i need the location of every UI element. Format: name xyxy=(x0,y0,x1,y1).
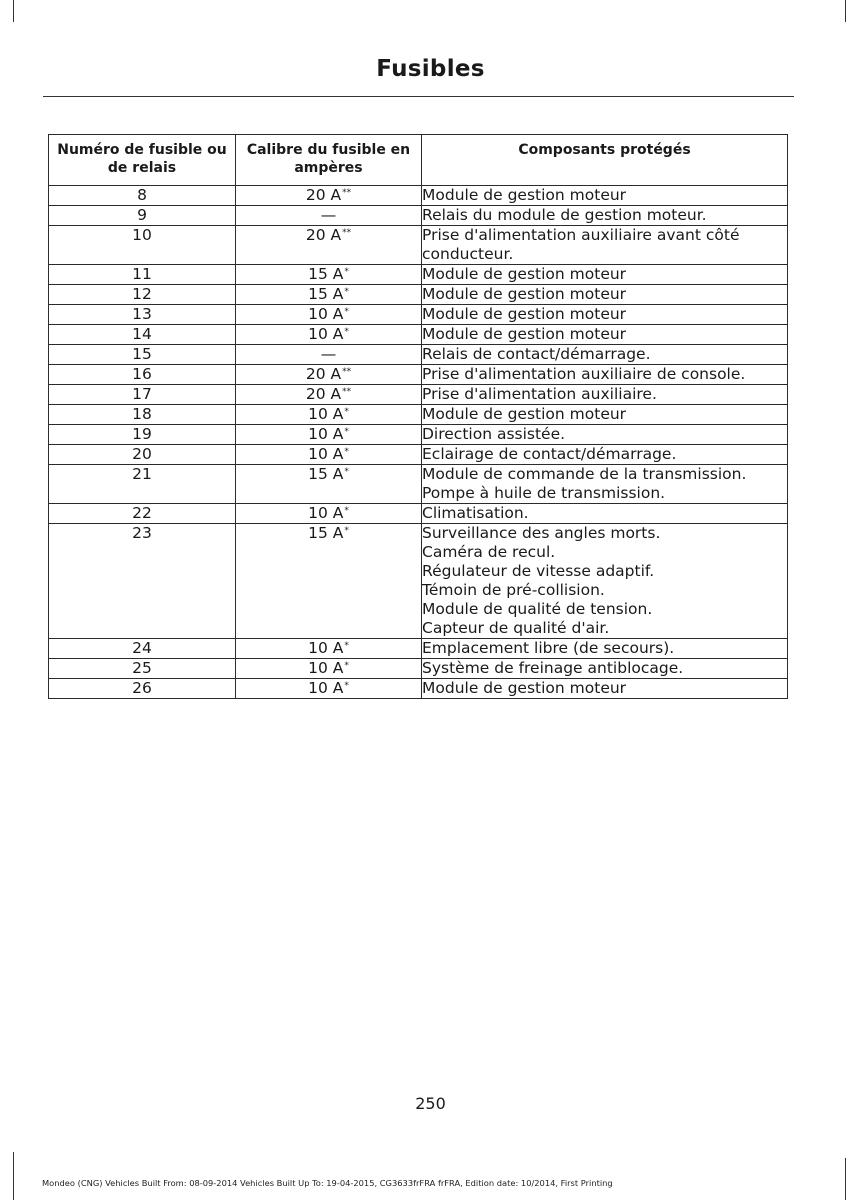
fuse-number-cell: 16 xyxy=(49,365,236,385)
component-line: Climatisation. xyxy=(422,504,529,522)
table-row xyxy=(49,405,788,425)
protected-components-cell xyxy=(422,265,788,285)
fuse-rating-value: 15 A xyxy=(308,465,344,483)
component-line: Régulateur de vitesse adaptif. xyxy=(422,562,655,580)
component-line: Système de freinage antiblocage. xyxy=(422,659,684,677)
component-line: Caméra de recul. xyxy=(422,543,556,561)
fuse-rating-value: 20 A xyxy=(305,365,342,383)
protected-components-cell xyxy=(422,639,788,659)
component-line: Module de gestion moteur xyxy=(422,405,627,423)
component-line: Module de gestion moteur xyxy=(422,325,627,343)
component-line: Pompe à huile de transmission. xyxy=(422,484,666,502)
table-row xyxy=(49,425,788,445)
table-row xyxy=(49,285,788,305)
footnote-mark: * xyxy=(344,307,349,317)
fuse-rating-cell xyxy=(236,385,422,405)
header-fuse-number: Numéro de fusible ou de relais xyxy=(49,135,236,186)
table-row xyxy=(49,524,788,639)
protected-components-cell xyxy=(422,365,788,385)
component-line: Relais du module de gestion moteur. xyxy=(422,206,707,224)
fuse-number-cell: 17 xyxy=(49,385,236,405)
fuse-number-cell: 10 xyxy=(49,226,236,265)
crop-mark-top-right xyxy=(845,0,846,22)
fuse-rating-cell xyxy=(236,285,422,305)
footer-edition-info: Mondeo (CNG) Vehicles Built From: 08-09-2014 Vehicles Built Up To: 19-04-2015, CG3633frFRA frFRA, Edition date: 10/2014, First Printing xyxy=(42,1178,613,1188)
fuse-rating-value: 10 A xyxy=(308,639,344,657)
footnote-mark: ** xyxy=(342,387,352,397)
protected-components-cell xyxy=(422,285,788,305)
fuse-rating-value: 20 A xyxy=(305,186,342,204)
protected-components-cell xyxy=(422,425,788,445)
table-row xyxy=(49,659,788,679)
table-row xyxy=(49,465,788,504)
fuse-rating-value: 10 A xyxy=(308,325,344,343)
fuse-rating-cell xyxy=(236,365,422,385)
fuse-number-cell: 18 xyxy=(49,405,236,425)
footnote-mark: * xyxy=(344,427,349,437)
protected-components-cell xyxy=(422,325,788,345)
component-line: Surveillance des angles morts. xyxy=(422,524,661,542)
footnote-mark: * xyxy=(344,506,349,516)
protected-components-cell xyxy=(422,206,788,226)
footnote-mark: * xyxy=(344,661,349,671)
fuse-number-cell: 23 xyxy=(49,524,236,639)
table-row xyxy=(49,206,788,226)
component-line: Module de gestion moteur xyxy=(422,285,627,303)
fuse-number-cell: 19 xyxy=(49,425,236,445)
table-row xyxy=(49,305,788,325)
component-line: Module de gestion moteur xyxy=(422,186,627,204)
header-protected-components: Composants protégés xyxy=(422,135,788,186)
fuse-table-body xyxy=(49,186,788,699)
table-row xyxy=(49,504,788,524)
fuse-rating-cell xyxy=(236,445,422,465)
table-row xyxy=(49,226,788,265)
fuse-rating-value: 15 A xyxy=(308,524,344,542)
fuse-rating-value: 10 A xyxy=(308,405,344,423)
fuse-number-cell: 22 xyxy=(49,504,236,524)
protected-components-cell xyxy=(422,226,788,265)
fuse-number-cell: 24 xyxy=(49,639,236,659)
crop-mark-bottom-right xyxy=(845,1158,846,1200)
footnote-mark: * xyxy=(344,641,349,651)
fuse-rating-cell xyxy=(236,265,422,285)
footnote-mark: * xyxy=(344,327,349,337)
fuse-number-cell: 14 xyxy=(49,325,236,345)
component-line: Module de qualité de tension. xyxy=(422,600,653,618)
protected-components-cell xyxy=(422,385,788,405)
component-line: Module de gestion moteur xyxy=(422,265,627,283)
component-line: Relais de contact/démarrage. xyxy=(422,345,651,363)
fuse-rating-value: 10 A xyxy=(308,445,344,463)
protected-components-cell xyxy=(422,305,788,325)
fuse-rating-value: — xyxy=(320,345,337,363)
fuse-number-cell: 15 xyxy=(49,345,236,365)
fuse-number-cell: 8 xyxy=(49,186,236,206)
table-header-row xyxy=(49,135,788,186)
fuse-number-cell: 25 xyxy=(49,659,236,679)
header-fuse-rating: Calibre du fusible en ampères xyxy=(236,135,422,186)
table-row xyxy=(49,325,788,345)
protected-components-cell xyxy=(422,659,788,679)
fuse-number-cell: 12 xyxy=(49,285,236,305)
component-line: Prise d'alimentation auxiliaire de console. xyxy=(422,365,746,383)
table-row xyxy=(49,385,788,405)
fuse-rating-value: 20 A xyxy=(305,226,342,244)
fuse-rating-value: 10 A xyxy=(308,504,344,522)
fuse-number-cell: 13 xyxy=(49,305,236,325)
fuse-rating-cell xyxy=(236,524,422,639)
fuse-rating-cell xyxy=(236,206,422,226)
fuse-rating-cell xyxy=(236,345,422,365)
title-rule xyxy=(43,96,794,97)
table-row xyxy=(49,679,788,699)
footnote-mark: ** xyxy=(342,367,352,377)
component-line: Module de gestion moteur xyxy=(422,679,627,697)
fuse-rating-value: 10 A xyxy=(308,679,344,697)
fuse-rating-cell xyxy=(236,504,422,524)
protected-components-cell xyxy=(422,679,788,699)
protected-components-cell xyxy=(422,186,788,206)
fuse-rating-cell xyxy=(236,186,422,206)
footnote-mark: ** xyxy=(342,228,352,238)
component-line: Témoin de pré-collision. xyxy=(422,581,605,599)
fuse-rating-cell xyxy=(236,425,422,445)
protected-components-cell xyxy=(422,445,788,465)
table-row xyxy=(49,445,788,465)
fuse-rating-value: — xyxy=(320,206,337,224)
footnote-mark: * xyxy=(344,287,349,297)
fuse-rating-value: 10 A xyxy=(308,425,344,443)
footnote-mark: * xyxy=(344,467,349,477)
fuse-rating-cell xyxy=(236,465,422,504)
fuse-rating-value: 10 A xyxy=(308,305,344,323)
component-line: Module de gestion moteur xyxy=(422,305,627,323)
fuse-number-cell: 9 xyxy=(49,206,236,226)
component-line: Capteur de qualité d'air. xyxy=(422,619,610,637)
protected-components-cell xyxy=(422,524,788,639)
component-line: Emplacement libre (de secours). xyxy=(422,639,675,657)
fuse-rating-value: 15 A xyxy=(308,285,344,303)
footnote-mark: * xyxy=(344,267,349,277)
footnote-mark: ** xyxy=(342,188,352,198)
component-line: Prise d'alimentation auxiliaire. xyxy=(422,385,657,403)
fuse-table xyxy=(48,134,788,699)
table-row xyxy=(49,186,788,206)
fuse-rating-value: 20 A xyxy=(305,385,342,403)
protected-components-cell xyxy=(422,465,788,504)
fuse-rating-value: 10 A xyxy=(308,659,344,677)
fuse-rating-cell xyxy=(236,325,422,345)
component-line: Eclairage de contact/démarrage. xyxy=(422,445,677,463)
footnote-mark: * xyxy=(344,407,349,417)
fuse-rating-cell xyxy=(236,659,422,679)
fuse-number-cell: 21 xyxy=(49,465,236,504)
footnote-mark: * xyxy=(344,447,349,457)
component-line: Module de commande de la transmission. xyxy=(422,465,747,483)
protected-components-cell xyxy=(422,345,788,365)
page-number: 250 xyxy=(415,1094,446,1113)
fuse-rating-cell xyxy=(236,405,422,425)
component-line: Direction assistée. xyxy=(422,425,566,443)
table-row xyxy=(49,345,788,365)
table-row xyxy=(49,365,788,385)
fuse-number-cell: 26 xyxy=(49,679,236,699)
table-row xyxy=(49,265,788,285)
crop-mark-bottom-left xyxy=(13,1152,14,1200)
protected-components-cell xyxy=(422,504,788,524)
fuse-rating-value: 15 A xyxy=(308,265,344,283)
footnote-mark: * xyxy=(344,681,349,691)
fuse-number-cell: 20 xyxy=(49,445,236,465)
fuse-number-cell: 11 xyxy=(49,265,236,285)
fuse-rating-cell xyxy=(236,226,422,265)
fuse-rating-cell xyxy=(236,679,422,699)
fuse-rating-cell xyxy=(236,305,422,325)
footnote-mark: * xyxy=(344,526,349,536)
table-row xyxy=(49,639,788,659)
protected-components-cell xyxy=(422,405,788,425)
crop-mark-top-left xyxy=(13,0,14,22)
fuse-rating-cell xyxy=(236,639,422,659)
component-line: Prise d'alimentation auxiliaire avant côté conducteur. xyxy=(422,226,740,263)
page-title: Fusibles xyxy=(376,56,485,82)
